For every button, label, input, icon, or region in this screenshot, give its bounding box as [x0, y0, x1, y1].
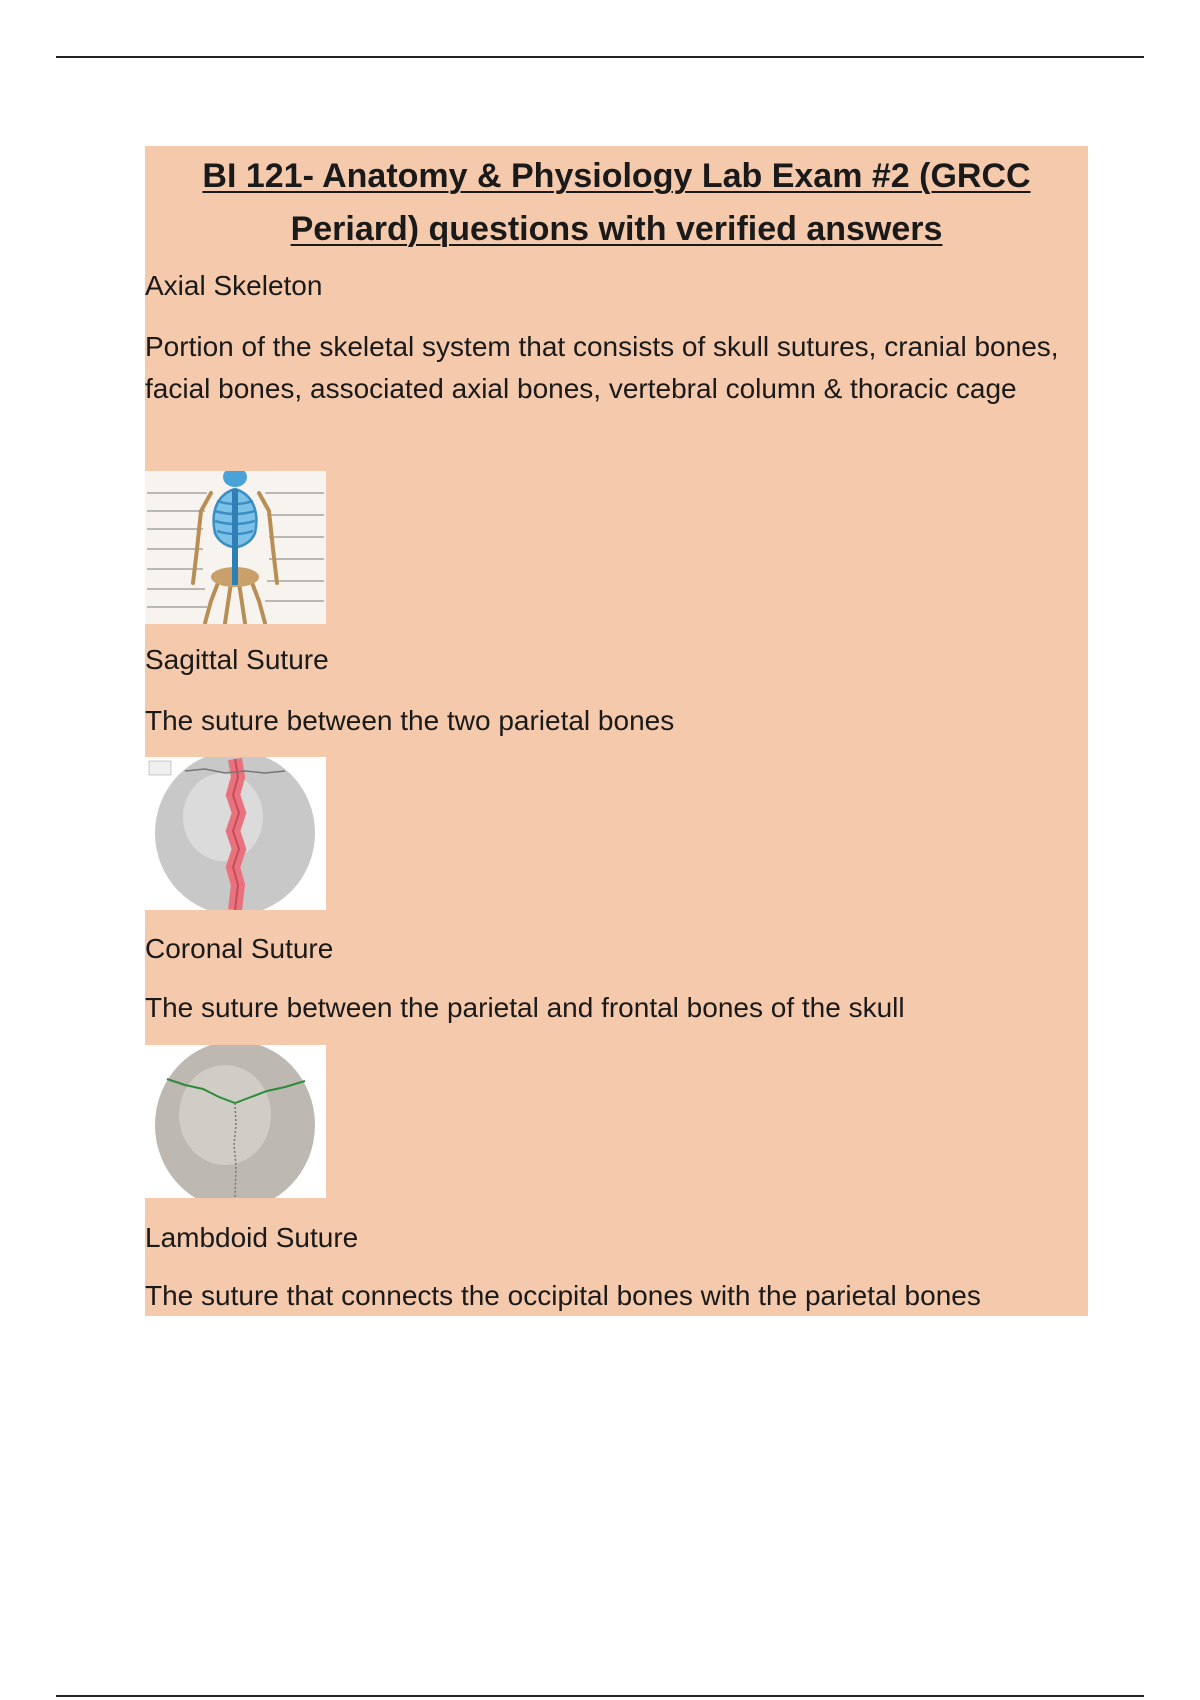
definition-lambdoid-suture: The suture that connects the occipital bones with the parietal bones [145, 1280, 981, 1311]
footer-rule [56, 1695, 1144, 1697]
header-rule [56, 56, 1144, 58]
definition-coronal-suture: The suture between the parietal and frontal bones of the skull [145, 992, 905, 1023]
term-coronal-suture: Coronal Suture [145, 933, 334, 964]
document-content [145, 146, 1088, 1316]
term-lambdoid-suture: Lambdoid Suture [145, 1222, 359, 1253]
document-title: BI 121- Anatomy & Physiology Lab Exam #2 (GRCC Periard) questions with verified answers [202, 157, 1031, 248]
definition-sagittal-suture: The suture between the two parietal bones [145, 705, 675, 736]
skull-sagittal-suture-icon [145, 757, 326, 910]
skeleton-diagram-icon [145, 471, 326, 624]
definition-axial-skeleton: Portion of the skeletal system that consists of skull sutures, cranial bones, facial bones, associated axial bones, vertebral column & thoracic cage [145, 331, 1059, 404]
term-sagittal-suture: Sagittal Suture [145, 644, 329, 675]
skull-coronal-suture-icon [145, 1045, 326, 1198]
term-axial-skeleton: Axial Skeleton [145, 270, 323, 301]
